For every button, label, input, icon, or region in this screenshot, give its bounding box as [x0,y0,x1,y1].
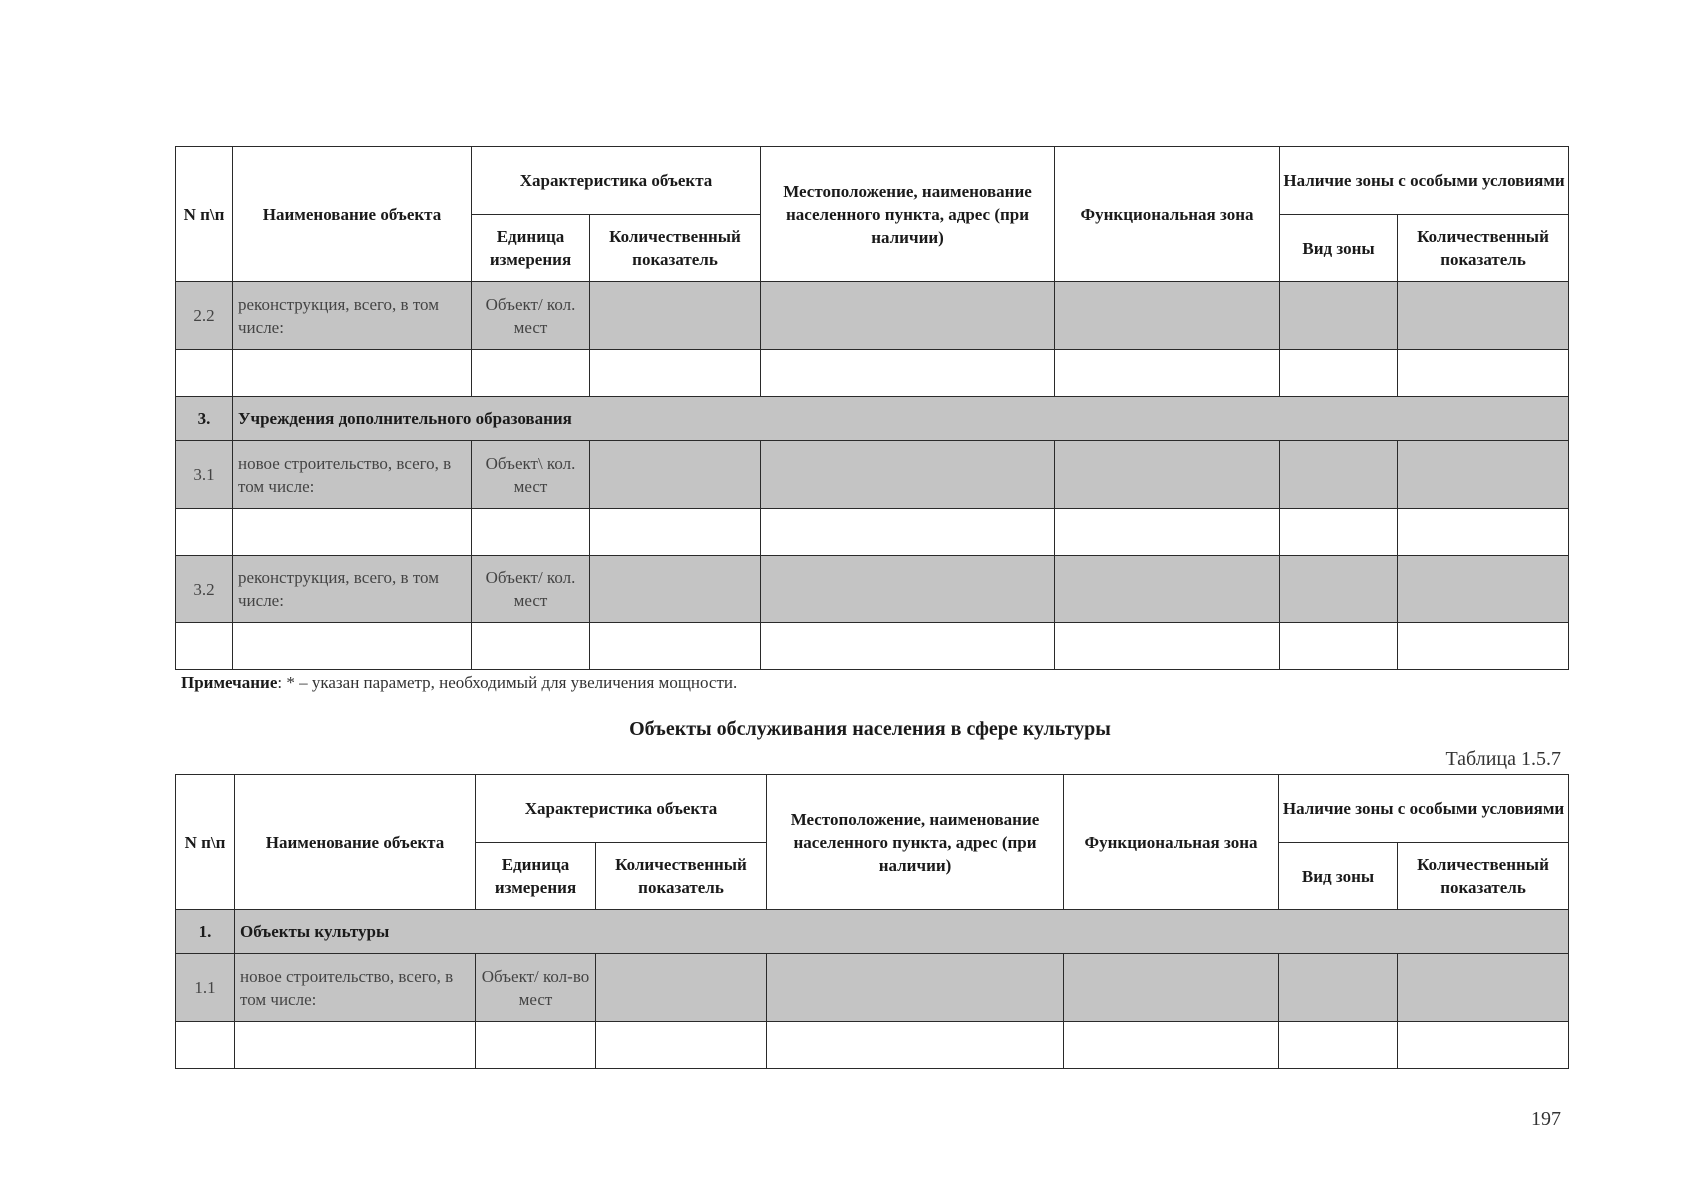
facilities-table-continued [175,146,1569,670]
row-num: 1.1 [176,954,235,1022]
header-zone-quantity: Количественный показатель [1398,843,1569,910]
section-row [176,910,1569,954]
row-name: реконструкция, всего, в том числе: [233,282,472,350]
header-quantity: Количественный показатель [596,843,767,910]
table-row [176,1022,1569,1069]
footnote-text: : * – указан параметр, необходимый для увеличения мощности. [277,673,738,692]
header-characteristic: Характеристика объекта [476,775,767,843]
section-num: 3. [176,397,233,441]
footnote-label: Примечание [181,673,278,692]
table-row [176,350,1569,397]
footnote [181,673,737,693]
header-zone-type: Вид зоны [1279,843,1398,910]
table-row [176,556,1569,623]
page-number: 197 [1531,1108,1561,1130]
header-num: N п\п [176,775,235,910]
table-row [176,282,1569,350]
section-title: Объекты культуры [235,910,1569,954]
row-name: реконструкция, всего, в том числе: [233,556,472,623]
header-special-zone: Наличие зоны с особыми условиями [1280,147,1569,215]
header-zone: Функциональная зона [1055,147,1280,282]
header-unit: Единица измерения [472,215,590,282]
header-zone-type: Вид зоны [1280,215,1398,282]
header-location: Местоположение, наименование населенного пункта, адрес (при наличии) [767,775,1064,910]
row-unit: Объект/ кол-во мест [476,954,596,1022]
table-row [176,954,1569,1022]
row-unit: Объект/ кол. мест [472,282,590,350]
table-row [176,441,1569,509]
header-zone: Функциональная зона [1064,775,1279,910]
header-name: Наименование объекта [233,147,472,282]
section-row [176,397,1569,441]
header-location: Местоположение, наименование населенного пункта, адрес (при наличии) [761,147,1055,282]
header-quantity: Количественный показатель [590,215,761,282]
row-unit: Объект\ кол. мест [472,441,590,509]
culture-facilities-table [175,774,1569,1069]
section-num: 1. [176,910,235,954]
header-characteristic: Характеристика объекта [472,147,761,215]
section-title: Учреждения дополнительного образования [233,397,1569,441]
header-special-zone: Наличие зоны с особыми условиями [1279,775,1569,843]
row-name: новое строительство, всего, в том числе: [233,441,472,509]
row-num: 2.2 [176,282,233,350]
table-row [176,623,1569,670]
header-num: N п\п [176,147,233,282]
row-name: новое строительство, всего, в том числе: [235,954,476,1022]
table-row [176,509,1569,556]
row-num: 3.2 [176,556,233,623]
section-heading: Объекты обслуживания населения в сфере культуры [629,718,1111,740]
row-unit: Объект/ кол. мест [472,556,590,623]
header-name: Наименование объекта [235,775,476,910]
header-unit: Единица измерения [476,843,596,910]
header-zone-quantity: Количественный показатель [1398,215,1569,282]
row-num: 3.1 [176,441,233,509]
table-number: Таблица 1.5.7 [1445,748,1561,770]
